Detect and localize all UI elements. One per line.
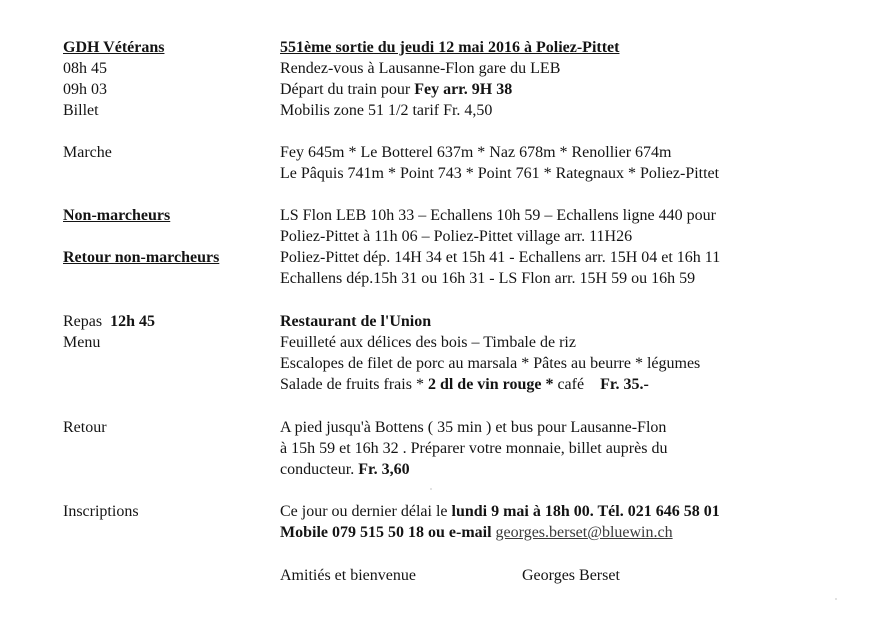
non-marcheurs-line-1: LS Flon LEB 10h 33 – Echallens 10h 59 – Echallens ligne 440 pour <box>280 207 716 224</box>
schedule-meeting-text: Rendez-vous à Lausanne-Flon gare du LEB <box>280 60 561 77</box>
retour-non-marcheurs-line-1: Poliez-Pittet dép. 14H 34 et 15h 41 - Echallens arr. 15H 04 et 16h 11 <box>280 249 721 266</box>
scan-speck <box>835 598 837 600</box>
retour-non-marcheurs-line-2: Echallens dép.15h 31 ou 16h 31 - LS Flon arr. 15H 59 ou 16h 59 <box>280 270 696 287</box>
signature-name: Georges Berset <box>522 567 620 584</box>
menu-price: Fr. 35.- <box>600 376 649 393</box>
repas-time: 12h 45 <box>110 313 156 330</box>
email-link[interactable]: georges.berset@bluewin.ch <box>495 524 673 541</box>
schedule-departure-text: Départ du train pour Fey arr. 9H 38 <box>280 81 513 98</box>
scan-speck <box>430 488 432 490</box>
inscriptions-label: Inscriptions <box>63 503 139 520</box>
marche-label: Marche <box>63 144 112 161</box>
menu-line-3: Salade de fruits frais * 2 dl de vin rouge * café Fr. 35.- <box>280 376 649 393</box>
closing-greeting: Amitiés et bienvenue <box>280 567 416 584</box>
retour-line-3: conducteur. Fr. 3,60 <box>280 461 410 478</box>
schedule-time-departure: 09h 03 <box>63 81 107 98</box>
marche-line-2: Le Pâquis 741m * Point 743 * Point 761 * Rategnaux * Poliez-Pittet <box>280 165 720 182</box>
marche-line-1: Fey 645m * Le Botterel 637m * Naz 678m * Renollier 674m <box>280 144 672 161</box>
retour-label: Retour <box>63 419 107 436</box>
retour-line-1: A pied jusqu'à Bottens ( 35 min ) et bus pour Lausanne-Flon <box>280 419 667 436</box>
retour-non-marcheurs-label: Retour non-marcheurs <box>63 249 220 266</box>
menu-line-1: Feuilleté aux délices des bois – Timbale de riz <box>280 334 576 351</box>
schedule-time-meeting: 08h 45 <box>63 60 107 77</box>
menu-label: Menu <box>63 334 101 351</box>
non-marcheurs-label: Non-marcheurs <box>63 207 171 224</box>
retour-line-2: à 15h 59 et 16h 32 . Préparer votre monnaie, billet auprès du <box>280 440 668 457</box>
non-marcheurs-line-2: Poliez-Pittet à 11h 06 – Poliez-Pittet village arr. 11H26 <box>280 228 633 245</box>
menu-line-2: Escalopes de filet de porc au marsala * Pâtes au beurre * légumes <box>280 355 701 372</box>
ticket-text: Mobilis zone 51 1/2 tarif Fr. 4,50 <box>280 102 493 119</box>
inscriptions-line-1: Ce jour ou dernier délai le lundi 9 mai à 18h 00. Tél. 021 646 58 01 <box>280 503 720 520</box>
arrival-time: Fey arr. 9H 38 <box>414 81 513 98</box>
outing-title: 551ème sortie du jeudi 12 mai 2016 à Poliez-Pittet <box>280 39 620 56</box>
restaurant-name: Restaurant de l'Union <box>280 313 432 330</box>
org-name: GDH Vétérans <box>63 39 165 56</box>
repas-label: Repas 12h 45 <box>63 313 156 330</box>
ticket-label: Billet <box>63 102 99 119</box>
inscriptions-line-2: Mobile 079 515 50 18 ou e-mail georges.berset@bluewin.ch <box>280 524 673 541</box>
bus-price: Fr. 3,60 <box>358 461 410 478</box>
